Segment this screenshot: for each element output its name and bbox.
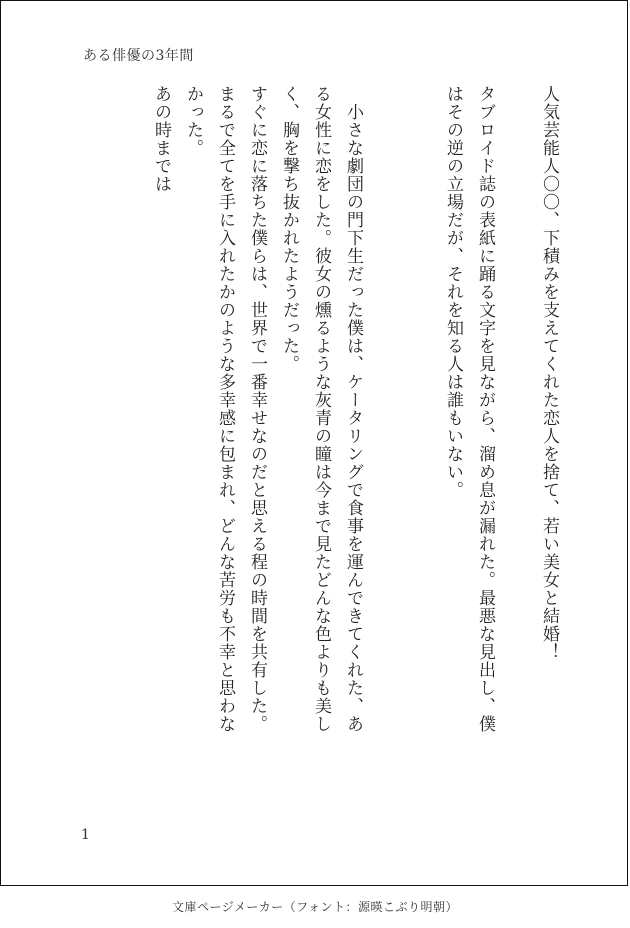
text-column: すぐに恋に落ちた僕らは、世界で一番幸せなのだと思える程の時間を共有した。	[247, 85, 267, 733]
footer-credit: 文庫ページメーカー（フォント：源暎こぶり明朝）	[171, 900, 459, 914]
page-number: 1	[81, 827, 90, 843]
text-column: 小さな劇団の門下生だった僕は、ケータリングで食事を運んできてくれた、あ	[343, 85, 363, 733]
running-title: ある俳優の3年間	[83, 48, 194, 64]
text-column: タブロイド誌の表紙に踊る文字を見ながら、溜め息が漏れた。最悪な見出し、僕	[475, 85, 495, 733]
text-column: かった。	[183, 85, 203, 157]
text-column: 人気芸能人〇〇、下積みを支えてくれた恋人を捨て、若い美女と結婚！	[539, 85, 559, 661]
text-column: る女性に恋をした。彼女の燻るような灰青の瞳は今まで見たどんな色よりも美し	[311, 85, 331, 733]
text-column: あの時までは	[151, 85, 171, 193]
text-column: まるで全てを手に入れたかのような多幸感に包まれ、どんな苦労も不幸と思わな	[215, 85, 235, 733]
text-column: はその逆の立場だが、それを知る人は誰もいない。	[443, 85, 463, 499]
text-column: く、胸を撃ち抜かれたようだった。	[279, 85, 299, 373]
